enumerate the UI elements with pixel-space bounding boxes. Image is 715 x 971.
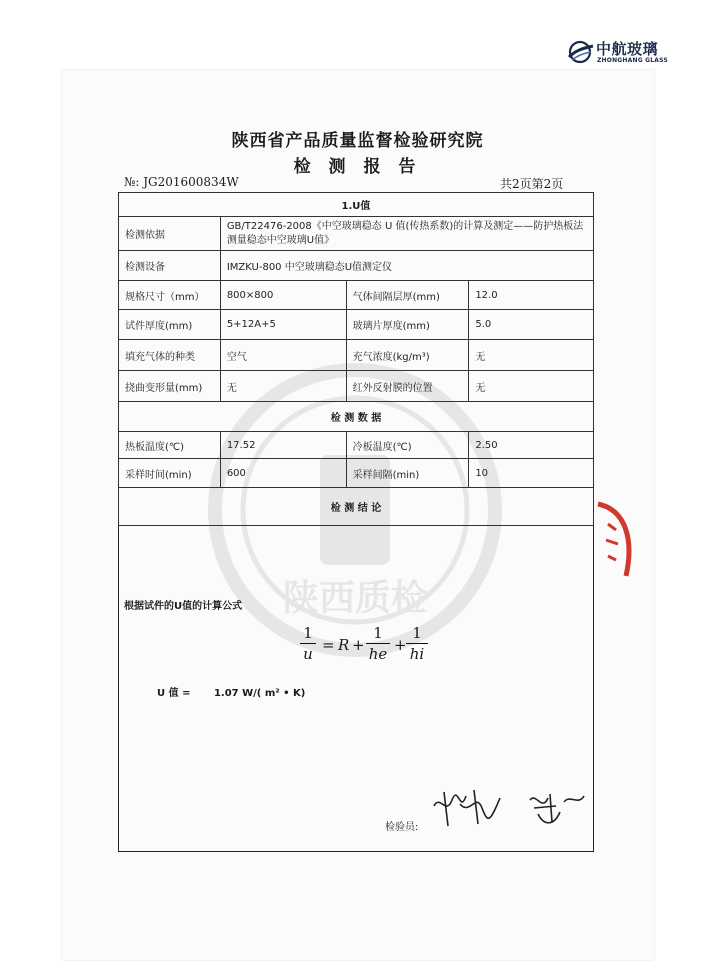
table-row <box>119 371 594 402</box>
formula-u: u <box>303 645 313 663</box>
logo-english-name: ZHONGHANG GLASS <box>597 57 668 64</box>
table-row <box>119 402 594 432</box>
table-row <box>119 459 594 488</box>
formula-numerator: 1 <box>412 624 422 642</box>
deflection-label: 挠曲变形量(mm) <box>119 371 221 402</box>
section-conclusion: 检 测 结 论 <box>119 488 594 526</box>
formula-equals: = <box>322 636 335 654</box>
table-row <box>119 432 594 459</box>
sampling-interval-label: 采样间隔(min) <box>346 459 469 488</box>
pane-value: 5.0 <box>469 310 594 340</box>
u-value-number: 1.07 W/( m² • K) <box>213 688 306 699</box>
formula-hi: hi <box>409 645 425 663</box>
size-label: 规格尺寸（mm） <box>119 281 221 310</box>
u-value-label: U 值 = <box>157 688 191 699</box>
gap-label: 气体间隔层厚(mm) <box>346 281 469 310</box>
ir-label: 红外反射膜的位置 <box>346 371 469 402</box>
formula-numerator: 1 <box>303 624 313 642</box>
formula-plus: + <box>394 636 407 654</box>
gas-value: 空气 <box>220 340 346 371</box>
pane-label: 玻璃片厚度(mm) <box>346 310 469 340</box>
page-count: 共2页第2页 <box>500 177 564 191</box>
basis-label: 检测依据 <box>119 217 221 251</box>
company-logo <box>566 36 686 70</box>
globe-swoosh-icon <box>566 38 594 66</box>
fraction-one-over-he <box>366 624 390 663</box>
u-value-result <box>157 684 305 699</box>
formula-caption: 根据试件的U值的计算公式 <box>124 601 243 612</box>
fraction-one-over-hi <box>406 624 428 663</box>
table-row <box>119 281 594 310</box>
formula-r: R <box>338 636 350 654</box>
hot-plate-label: 热板温度(℃) <box>119 432 221 459</box>
equipment-label: 检测设备 <box>119 251 221 281</box>
thickness-label: 试件厚度(mm) <box>119 310 221 340</box>
equipment-value: IMZKU-800 中空玻璃稳态U值测定仪 <box>220 251 593 281</box>
table-row <box>119 340 594 371</box>
gas-label: 填充气体的种类 <box>119 340 221 371</box>
ir-value: 无 <box>469 371 594 402</box>
deflection-value: 无 <box>220 371 346 402</box>
table-row <box>119 251 594 281</box>
test-report-table <box>118 192 594 526</box>
fraction-one-over-u <box>300 624 316 663</box>
formula-numerator: 1 <box>373 624 383 642</box>
formula-plus: + <box>352 636 365 654</box>
size-value: 800×800 <box>220 281 346 310</box>
inspector-label: 检验员: <box>385 822 419 833</box>
table-row <box>119 193 594 217</box>
section-test-data: 检 测 数 据 <box>119 402 594 432</box>
basis-value: GB/T22476-2008《中空玻璃稳态 U 值(传热系数)的计算及测定——防护热板法测量稳态中空玻璃U值》 <box>220 217 593 251</box>
gap-value: 12.0 <box>469 281 594 310</box>
institute-title: 陕西省产品质量监督检验研究院 <box>231 131 484 151</box>
inspector-signature <box>430 786 590 830</box>
report-title: 检 测 报 告 <box>293 157 422 177</box>
table-row <box>119 217 594 251</box>
table-row <box>119 310 594 340</box>
cold-plate-value: 2.50 <box>469 432 594 459</box>
u-value-formula <box>300 624 450 672</box>
hot-plate-value: 17.52 <box>220 432 346 459</box>
thickness-value: 5+12A+5 <box>220 310 346 340</box>
sampling-time-label: 采样时间(min) <box>119 459 221 488</box>
concentration-value: 无 <box>469 340 594 371</box>
sampling-interval-value: 10 <box>469 459 594 488</box>
logo-chinese-name: 中航玻璃 <box>596 40 659 58</box>
section-u-value: 1.U值 <box>119 193 594 217</box>
sampling-time-value: 600 <box>220 459 346 488</box>
cold-plate-label: 冷板温度(℃) <box>346 432 469 459</box>
formula-he: he <box>368 645 388 663</box>
report-number: №: JG201600834W <box>124 175 239 189</box>
concentration-label: 充气浓度(kg/m³) <box>346 340 469 371</box>
table-row <box>119 488 594 526</box>
